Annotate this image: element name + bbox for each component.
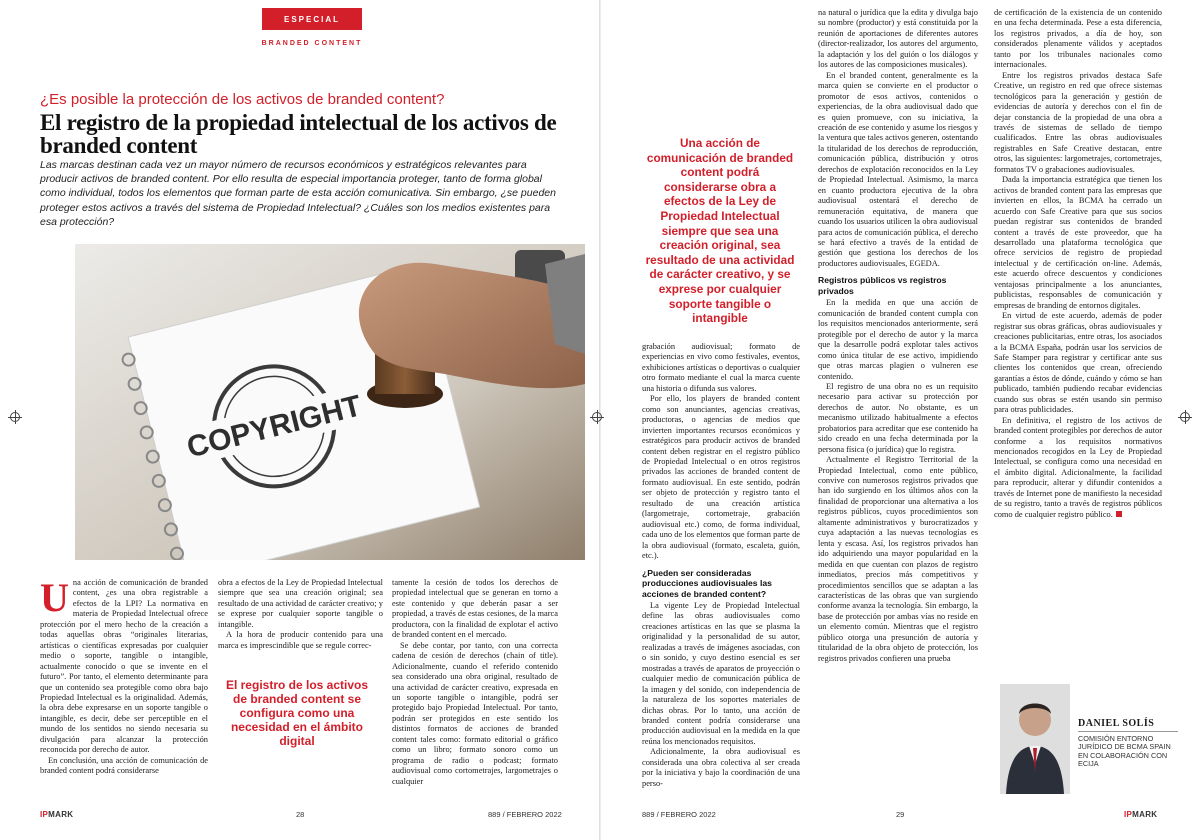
paragraph: En la medida en que una acción de comunicación de branded content cumpla con los requisitos mencionados anteriormente, será protegible por el derecho de autor y la marca que la desarrolle podrá explotar tales activos como única titular de ese activo, impidiendo que otras marcas plagien o vulneren ese contenido.: [818, 298, 978, 381]
paragraph: En conclusión, una acción de comunicación de branded content podrá considerarse: [40, 755, 208, 776]
article-kicker: ¿Es posible la protección de los activos de branded content?: [40, 91, 445, 108]
paragraph: Por ello, los players de branded content como son anunciantes, agencias creativas, productoras, o agencias de medios que invierten importantes recursos económicos y estratégicos para producir activos de branded content deben registrar en el registro público de Propiedad Intelectual o en otros registros privados las acciones de branded content de formato audiovisual. En este sentido, podrán ser objeto de protección y registro tanto el resultado de una creación artística (largometraje, cortometraje, grabación audiovisual etc.) como, de forma individual, cada uno de los elementos que forman parte de la obra audiovisual (formato, escaleta, guión, etc.).: [642, 394, 800, 561]
paragraph: En virtud de este acuerdo, además de poder registrar sus obras gráficas, obras audiovisuales y creaciones publicitarias, entre otras, los asociados a la BCMA España, podrán usar los servicios de Safe Stamper para registrar y certificar ante sus clientes los contenidos que crean, ofreciendo garantías a éstos de dónde, cuándo y cómo se han publicado, también pudiendo recabar evidencias cuando sus obras se estén usando sin permiso para otras publicidades.: [994, 311, 1162, 415]
photo-illustration: [75, 244, 585, 560]
brand-logo-right: IPMARK: [1124, 810, 1158, 819]
page-number-left: 28: [296, 810, 305, 819]
paragraph: La vigente Ley de Propiedad Intelectual define las obras audiovisuales como creaciones artísticas en las que se plasma la originalidad y la personalidad de su autor, realizadas a través de imágenes asociadas, con o sin sonido, y cuyo destino esencial es ser mostradas a través de aparatos de proyección o cualquier medio de comunicación pública de la imagen y del sonido, con independencia de la naturaleza de los soportes materiales de dichas obras. Por lo tanto, una acción de branded content podría considerarse una producción audiovisual en la medida en la que reúna los mencionados requisitos.: [642, 601, 800, 746]
paragraph: tamente la cesión de todos los derechos de propiedad intelectual que se generan en torno a este contenido y que deberán pasar a ser propiedad, a través de estas cesiones, de la marca productora, con la finalidad de explotar el activo de branded content en el mercado.: [392, 578, 558, 640]
paragraph: Se debe contar, por tanto, con una correcta cadena de cesión de derechos (chain of title). Adicionalmente, cuando el referido contenido sea considerado una obra original, resultado de una actividad de carácter creativo, expresada en un soporte tangible o intangible, podrá ser protegido bajo Propiedad Intelectual. Por tanto, podrán ser protegidos en este sentido los distintos formatos de acciones de branded content tales como: formato editorial o gráfico como un libro; formato sonoro como un programa de radio o podcast; formato audiovisual como cortometrajes, largometrajes o cualquier: [392, 640, 558, 786]
paragraph: na acción de comunicación de branded content, ¿es una obra registrable a efectos de la LPI? La normativa en materia de Propiedad Intelectual ofrece protección por el mero hecho de la creación a todas aquellas obras “originales literarias, artísticas o científicas expresadas por cualquier medio o soporte, tangible o intangible, actualmente conocido o que se invente en el futuro”. Por tanto, el elemento determinante para que un contenido sea protegible como obra bajo Propiedad Intelectual es la originalidad. Además, la obra debe expresarse en un soporte tangible o intangible, es decir, debe ser perceptible en el mundo de los sentidos no siendo necesaria su divulgación para alcanzar la protección reconocida por derecho de autor.: [40, 578, 208, 755]
body-column-4: [642, 342, 800, 789]
body-column-6: [994, 8, 1162, 520]
pull-quote-right: Una acción de comunicación de branded content podrá considerarse obra a efectos de la Ley de Propiedad Intelectual siempre que sea una creación original, sea resultado de una actividad de carácter creativo, y se exprese por cualquier soporte tangible o intangible: [645, 136, 795, 326]
author-role: COMISIÓN ENTORNO JURÍDICO DE BCMA SPAIN EN COLABORACIÓN CON ECIJA: [1078, 734, 1171, 769]
paragraph: grabación audiovisual; formato de experiencias en vivo como festivales, eventos, exhibiciones artísticas o deportivas o cualquier otro formato mediante el cual la marca cuente una historia o difunda sus valores.: [642, 342, 800, 393]
article-headline: El registro de la propiedad intelectual de los activos de branded content: [40, 110, 557, 158]
brand-logo-left: IPMARK: [40, 810, 74, 819]
issue-date-left: 889 / FEBRERO 2022: [488, 810, 562, 819]
author-name: DANIEL SOLÍS: [1078, 718, 1155, 729]
author-portrait-icon: [1000, 684, 1070, 794]
paragraph: obra a efectos de la Ley de Propiedad Intelectual siempre que sea una creación original; sea resultado de una actividad de carácter creativo; y se exprese por cualquier soporte tangible o intangible.: [218, 578, 383, 629]
author-box: [1000, 684, 1180, 794]
copyright-stamp-photo: [75, 244, 585, 560]
section-heading: Registros públicos vs registros privados: [818, 275, 947, 296]
author-photo: [1000, 684, 1070, 794]
paragraph: Adicionalmente, la obra audiovisual es considerada una obra colectiva al ser creada por la iniciativa y bajo la coordinación de una perso-: [642, 747, 800, 788]
paragraph: Entre los registros privados destaca Safe Creative, un registro en red que ofrece sistemas tecnológicos para la generación y gestión de evidencias de autoría y derechos con el fin de dejar constancia de la propiedad de una obra a través de sistemas de sellado de tiempo cualificados. Entre las obras audiovisuales registrables en Safe Creative destacan, entre otros, las siguientes: largometrajes, cortometrajes, formatos TV o grabaciones audiovisuales.: [994, 70, 1162, 174]
article-lead: Las marcas destinan cada vez un mayor número de recursos económicos y estratégicos relevantes para producir activos de branded content. Por ello resulta de especial importancia proteger, tanto de forma global como individual, todos los elementos que forman parte de esta acción comunicativa. Sin embargo, ¿se pueden proteger estos activos a través del sistema de Propiedad Intelectual? ¿Cuáles son los medios existentes para esa protección?: [40, 159, 556, 228]
stamp-text: COPYRIGHT: [183, 389, 365, 465]
paragraph: A la hora de producir contenido para una marca es imprescindible que se regule correc-: [218, 630, 383, 650]
registration-mark-icon: [1180, 412, 1190, 422]
body-column-2: [218, 578, 383, 651]
paragraph-text: En definitiva, el registro de los activos de branded content protegibles por derechos de autor conforme a los requisitos normativos mencionados recogidos en la Ley de Propiedad Intelectual, se configura como una necesidad en el ámbito digital. Adicionalmente, la facilidad para reproducir, alterar y difundir contenidos a través de Internet pone de manifiesto la necesidad de su registro, tanto a través de registros públicos como de cualquier registro público.: [994, 415, 1162, 519]
paragraph: Dada la importancia estratégica que tienen los activos de branded content para las empresas que invierten en ellos, la BCMA ha cerrado un acuerdo con Safe Creative para que sus socios puedan registrar sus contenidos de branded content a través de este proveedor, que ha desarrollado una plataforma tecnológica que ofrece servicios de registro de propiedad intelectual y de certificación on-line. Además, este acuerdo ofrece descuentos y condiciones ventajosas principalmente a los anunciantes, publicistas, responsables de comunicación y empresas de branding de entornos digitales.: [994, 175, 1162, 310]
registration-mark-icon: [592, 412, 602, 422]
body-column-3: [392, 578, 558, 787]
body-column-5: [818, 8, 978, 664]
section-heading: ¿Pueden ser consideradas producciones audiovisuales las acciones de branded content?: [642, 567, 772, 599]
author-divider: [1078, 731, 1178, 732]
paragraph: El registro de una obra no es un requisito necesario para activar su protección por derechos de autor. No obstante, es un mecanismo utilizado habitualmente a efectos probatorios para acreditar que ese contenido ha sido creado en una fecha determinada por la persona física (o jurídica) que lo registra.: [818, 381, 978, 454]
end-of-article-icon: [1116, 511, 1122, 517]
issue-date-right: 889 / FEBRERO 2022: [642, 810, 716, 819]
dropcap: U: [40, 575, 69, 620]
paragraph: Actualmente el Registro Territorial de la Propiedad Intelectual, como ente público, convive con numerosos registros privados que han ido surgiendo en los últimos años con la finalidad de proporcionar una alternativa a los registros públicos, cuyos procedimientos son altamente administrativos y burocratizados y cuya adaptación a las nuevas tecnologías es lenta y escasa. Así, los registros privados han ido adquiriendo una mayor popularidad en la medida en que cuentan con plazos de registro inmediatos, precios más competitivos y procedimientos sencillos que se adaptan a las características de las obras que van surgiendo conforme avanza la tecnología. Sin embargo, la base de protección por ambas vías no reside en un elemento común. Mientras que el registro público otorga una presunción de autoría y titularidad de la obra objeto de protección, los registros privados confieren una prueba: [818, 455, 978, 663]
section-subtitle: BRANDED CONTENT: [261, 40, 363, 47]
section-tab: ESPECIAL: [262, 8, 362, 30]
registration-mark-icon: [10, 412, 20, 422]
pull-quote-left: El registro de los activos de branded content se configura como una necesidad en el ámbito digital: [225, 678, 369, 748]
body-column-1: [40, 575, 208, 777]
paragraph: de certificación de la existencia de un contenido en una fecha determinada. Pese a esta diferencia, los registros privados, a día de hoy, son considerados plenamente válidos y aceptados tanto por los tribunales nacionales como internacionales.: [994, 8, 1162, 70]
paragraph: na natural o jurídica que la edita y divulga bajo su nombre (productor) y está constituida por la reunión de aportaciones de diferentes autores (director-realizador, los autores del argumento, la adaptación y los del guión o los diálogos y los autores de las composiciones musicales).: [818, 8, 978, 70]
paragraph: [994, 416, 1162, 521]
page-number-right: 29: [896, 810, 905, 819]
paragraph: En el branded content, generalmente es la marca quien se convierte en el productor o promotor de esos activos, contenidos o experiencias, de la obra audiovisual dado que es quien promueve, con su iniciativa, la creación de ese contenido y asume los riesgos y la ventura que tales activos generen, ostentando la titularidad de los derechos de reproducción, comunicación pública, distribución y otros derechos de explotación reconocidos en la Ley de Propiedad Intelectual. Asimismo, la marca en cuanto productora ejecutiva de la obra audiovisual ostentará el derecho de remuneración equitativa, de manera que cuando los usuarios utilicen la obra audiovisual para actos de comunicación pública, el derecho se hará efectivo a través de la entidad de gestión que gestiona los derechos de los productores audiovisuales, EGEDA.: [818, 70, 979, 268]
